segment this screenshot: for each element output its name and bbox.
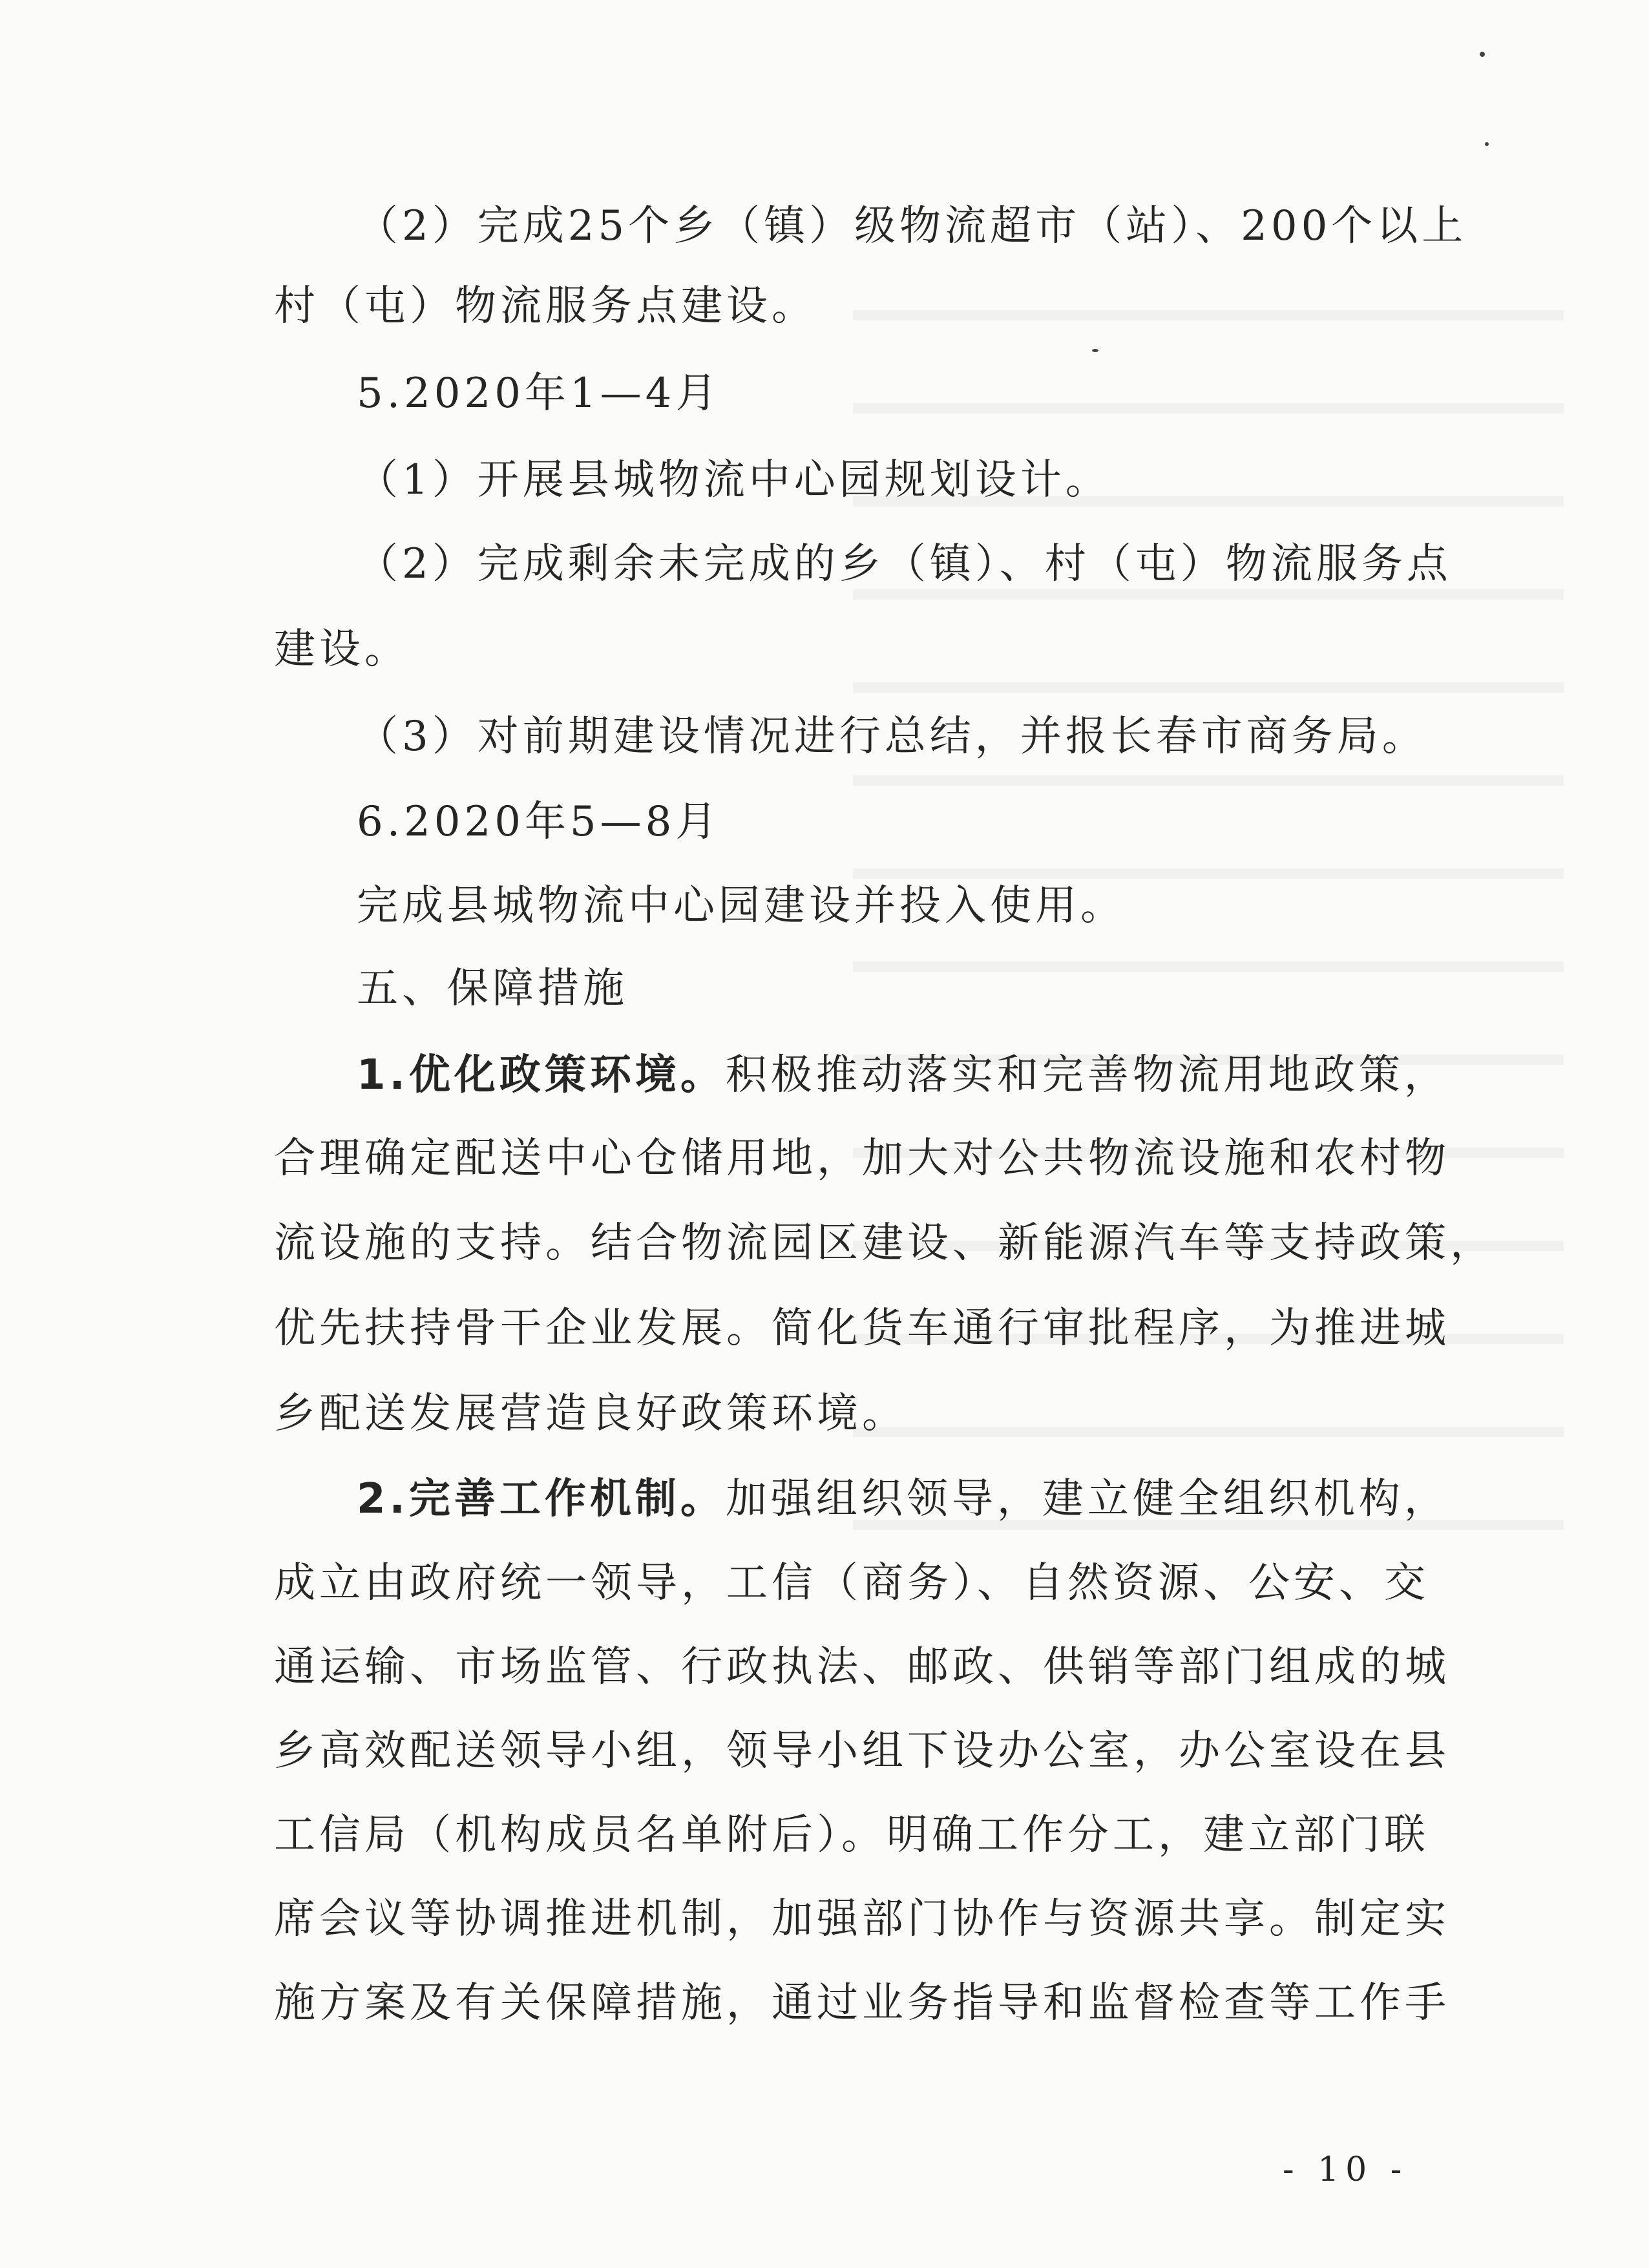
paragraph-lead: 1.优化政策环境。: [357, 1051, 726, 1099]
section-date: 5.2020年1—4月: [357, 370, 721, 417]
body-line: （2）完成剩余未完成的乡（镇）、村（屯）物流服务点: [357, 540, 1452, 588]
section-date: 6.2020年5—8月: [357, 798, 721, 846]
section-heading: 五、保障措施: [357, 965, 628, 1013]
body-line: 村（屯）物流服务点建设。: [274, 282, 817, 330]
scan-speck: [1480, 52, 1485, 57]
paragraph-text: 加强组织领导，建立健全组织机构，: [725, 1475, 1449, 1523]
body-line: 工信局（机构成员名单附后）。明确工作分工，建立部门联: [274, 1811, 1429, 1859]
body-line: （1）开展县城物流中心园规划设计。: [357, 456, 1111, 504]
body-line: 完成县城物流中心园建设并投入使用。: [357, 882, 1126, 930]
body-line: 乡高效配送领导小组，领导小组下设办公室，办公室设在县: [274, 1727, 1450, 1775]
scan-speck: [1485, 142, 1489, 146]
scan-speck: [1092, 349, 1098, 352]
paragraph-first-line: [357, 1043, 1449, 1108]
body-line: 通运输、市场监管、行政执法、邮政、供销等部门组成的城: [274, 1643, 1450, 1691]
body-line: 乡配送发展营造良好政策环境。: [274, 1390, 907, 1438]
body-line: 流设施的支持。结合物流园区建设、新能源汽车等支持政策，: [274, 1219, 1495, 1267]
paragraph-lead: 2.完善工作机制。: [357, 1475, 726, 1523]
body-line: （2）完成25个乡（镇）级物流超市（站）、200个以上: [357, 202, 1467, 250]
page-number: - 10 -: [1283, 2150, 1409, 2189]
body-line: 席会议等协调推进机制，加强部门协作与资源共享。制定实: [274, 1895, 1450, 1943]
paragraph-first-line: [357, 1467, 1449, 1531]
body-line: 成立由政府统一领导，工信（商务）、自然资源、公安、交: [274, 1559, 1429, 1607]
paragraph-text: 积极推动落实和完善物流用地政策，: [725, 1051, 1449, 1099]
body-line: 合理确定配送中心仓储用地，加大对公共物流设施和农村物: [274, 1135, 1450, 1182]
body-line: 优先扶持骨干企业发展。简化货车通行审批程序，为推进城: [274, 1305, 1450, 1352]
body-line: （3）对前期建设情况进行总结，并报长春市商务局。: [357, 713, 1427, 761]
body-line: 施方案及有关保障措施，通过业务指导和监督检查等工作手: [274, 1979, 1450, 2027]
body-line: 建设。: [274, 625, 410, 673]
